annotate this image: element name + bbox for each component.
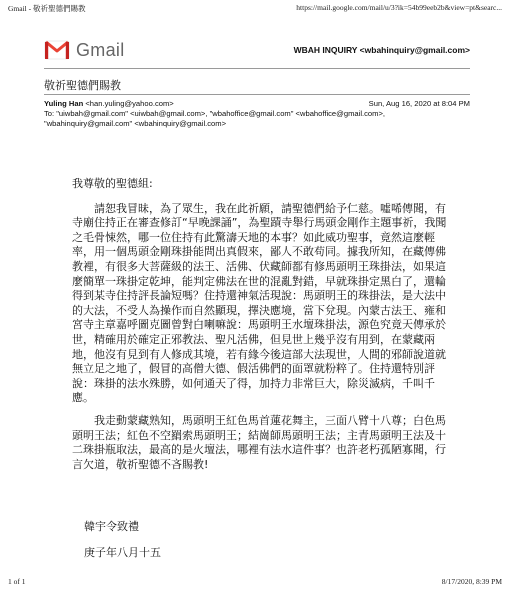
subject-divider xyxy=(44,94,470,95)
letter-paragraph-2: 我走動蒙藏熟知，馬頭明王紅色馬首蓮花舞主，三面八臂十八尊；白色馬頭明王法；紅色不空羂索馬頭明王；結崗師馬頭明王法；主青馬頭明王法及十二珠掛瓶取法，最高的是火壇法，哪裡有法水這件事？也許老朽孤陋寡聞，行言欠道，敬祈聖德不吝賜教! xyxy=(72,413,446,471)
letter-paragraph-1: 請恕我冒昧，為了眾生，我在此祈願，請聖德們給予仁慈。噓唏傳聞，有寺廟住持正在審查修訂“早晚課誦”，為聖蹟寺舉行馬頭金剛作主題事祈，我聞之毛骨悚然，哪一位住持有此驚濤天地的本事？如此威功聖事，竟然這麼輕率，用一個馬頭金剛珠掛能問出真假來，鄙人不敢苟同。據我所知，在藏傳佛教裡，有很多大菩薩級的法王、活佛、伏藏師都有修馬頭明王珠掛法，如果這麼簡單一珠掛定乾坤，能判定佛法在世的混亂對錯，早就珠掛定黑白了，還輪得到某寺住持評長論短嗎？住持還神氣活現說：馬頭明王的珠掛法，是大法中的大法，不受人為操作而自然顯現，擇決應境，當下兌現。內蒙古法王、雍和宮寺主章嘉呼圖克圖曾對白喇嘛說：馬頭明王水壇珠掛法，源色究竟天傳承於世，精確用於確定正邪教法、聖凡活佛，但見世上幾乎沒有用到，在蒙藏兩地，他沒有見到有人修成其境，若有緣今後這部大法現世，人間的邪師說道就無立足之地了，假冒的高僧大德、假活佛們的面罩就粉粹了。住持還特別評說：珠掛的法水殊勝，如何通天了得，加持力非常巨大，除災滅病，千叫千應。 xyxy=(72,201,447,405)
letter-closing: 韓宇令致禮 xyxy=(84,520,139,533)
print-header-url[interactable]: https://mail.google.com/mail/u/3?ik=54b99eeb2b&view=pt&searc... xyxy=(296,3,502,12)
letter-salutation: 我尊敬的聖德組: xyxy=(72,177,153,190)
email-subject: 敬祈聖德們賜教 xyxy=(44,80,121,92)
sender xyxy=(44,99,174,109)
print-footer xyxy=(8,577,502,586)
print-header xyxy=(8,3,502,14)
sender-name: Yuling Han xyxy=(44,99,84,108)
email-date: Sun, Aug 16, 2020 at 8:04 PM xyxy=(368,99,470,108)
sender-row xyxy=(44,99,470,109)
gmail-wordmark: Gmail xyxy=(76,39,125,60)
letter-date: 庚子年八月十五 xyxy=(84,546,161,559)
header-divider xyxy=(44,68,470,69)
email-meta xyxy=(44,99,470,129)
print-timestamp: 8/17/2020, 8:39 PM xyxy=(441,577,502,586)
recipients-line-2: "wbahinquiry@gmail.com" <wbahinquiry@gmail.com> xyxy=(44,119,227,128)
page-count: 1 of 1 xyxy=(8,577,26,586)
account-label: WBAH INQUIRY <wbahinquiry@gmail.com> xyxy=(293,45,470,55)
recipients-line-1: To: "uiwbah@gmail.com" <uiwbah@gmail.com>, "wbahoffice@gmail.com" <wbahoffice@gmail.com>, xyxy=(44,109,386,118)
sender-email[interactable]: <han.yuling@yahoo.com> xyxy=(85,99,174,108)
print-header-title: Gmail - 敬祈聖德們賜教 xyxy=(8,4,86,13)
gmail-logo xyxy=(44,40,125,61)
letter-body xyxy=(72,177,452,480)
gmail-header xyxy=(44,36,470,64)
gmail-envelope-icon xyxy=(44,40,70,60)
